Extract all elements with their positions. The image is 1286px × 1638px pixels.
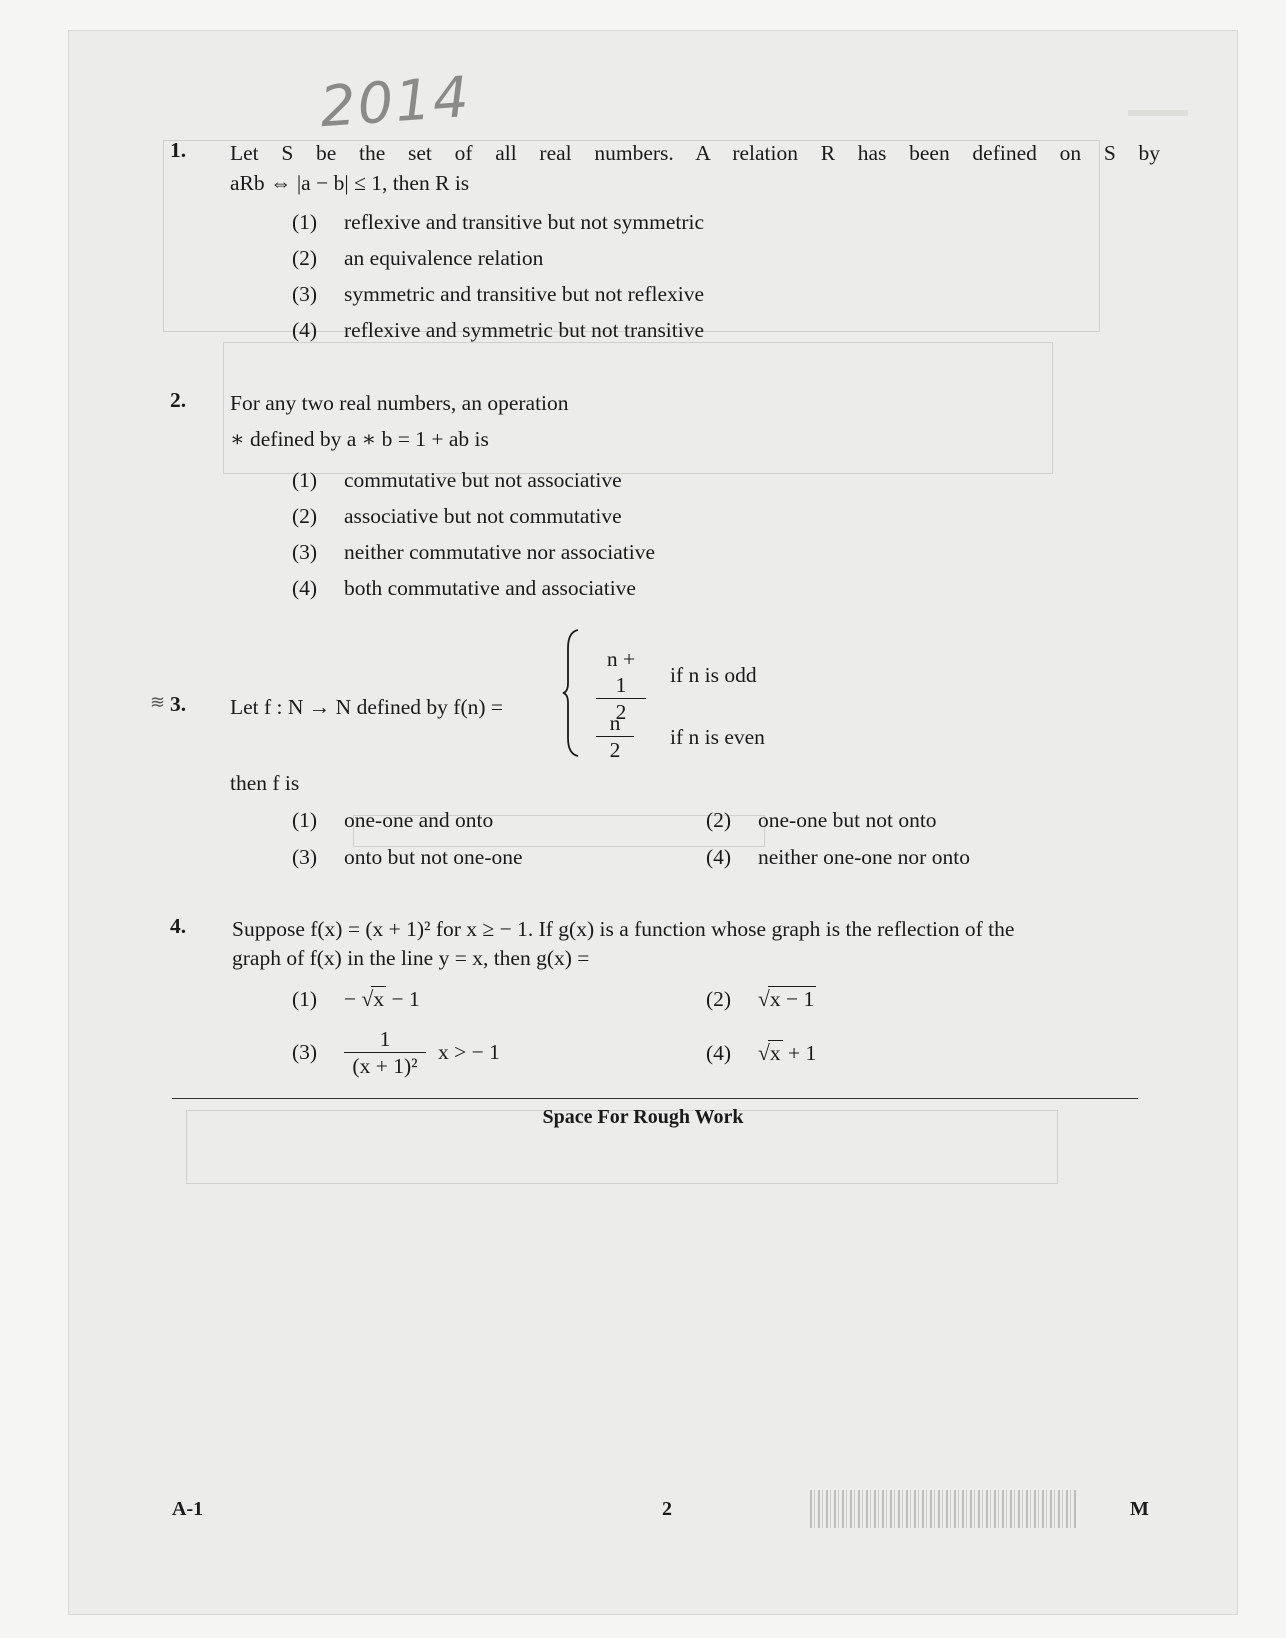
footer-code: A-1	[172, 1498, 204, 1520]
question-3-option-2: (2) one-one but not onto	[706, 808, 937, 832]
question-4-option-2: (2) √x − 1	[706, 987, 815, 1011]
question-1-line-2: aRb ⇔ |a − b| ≤ 1, then R is	[230, 171, 470, 195]
question-2-number: 2.	[170, 388, 187, 412]
question-1-option-3: (3) symmetric and transitive but not reflexive	[292, 282, 705, 306]
case-2-fraction: $\frac{n}{2}$	[596, 710, 634, 763]
question-1-option-2: (2) an equivalence relation	[292, 246, 544, 270]
scan-artifact-icon: ≋	[150, 692, 166, 712]
footer-series: M	[1130, 1498, 1149, 1520]
question-3-stem: Let f : N → N defined by f(n) =	[230, 695, 504, 719]
question-2-line-1: For any two real numbers, an operation	[230, 391, 569, 415]
rough-work-divider	[172, 1098, 1138, 1099]
question-3-option-4: (4) neither one-one nor onto	[706, 845, 970, 869]
question-2-option-4: (4) both commutative and associative	[292, 576, 636, 600]
question-2-line-2: ∗ defined by a ∗ b = 1 + ab is	[230, 427, 489, 451]
case-2-condition: if n is even	[670, 725, 765, 749]
question-4-option-3-condition: x > − 1	[438, 1040, 500, 1064]
question-4-option-4: (4) √x + 1	[706, 1041, 817, 1065]
question-4-option-3-number: (3)	[292, 1040, 318, 1064]
case-1-condition: if n is odd	[670, 663, 757, 687]
question-2-option-3: (3) neither commutative nor associative	[292, 540, 656, 564]
question-3-number: 3.	[170, 692, 187, 716]
question-4-line-1: Suppose f(x) = (x + 1)² for x ≥ − 1. If g(x) is a function whose graph is the reflection of the	[232, 917, 1015, 941]
question-2-option-2: (2) associative but not commutative	[292, 504, 622, 528]
question-1-option-1: (1) reflexive and transitive but not symmetric	[292, 210, 705, 234]
question-1-number: 1.	[170, 138, 187, 162]
question-3-option-1: (1) one-one and onto	[292, 808, 494, 832]
footer-page-number: 2	[662, 1498, 672, 1520]
question-1-line-1: Let S be the set of all real numbers. A relation R has been defined on S by	[230, 141, 1160, 165]
question-4-number: 4.	[170, 914, 187, 938]
question-3-then: then f is	[230, 771, 300, 795]
handwritten-year: 2014	[317, 64, 473, 141]
question-4-option-1: (1) − √x − 1	[292, 987, 420, 1011]
piecewise-brace-icon	[562, 628, 580, 758]
question-2-option-1: (1) commutative but not associative	[292, 468, 622, 492]
bleed-through-barcode	[810, 1490, 1078, 1528]
question-1-option-4: (4) reflexive and symmetric but not transitive	[292, 318, 705, 342]
exam-sheet	[68, 30, 1238, 1615]
question-3-option-3: (3) onto but not one-one	[292, 845, 523, 869]
question-4-line-2: graph of f(x) in the line y = x, then g(x) =	[232, 946, 590, 970]
rough-work-label: Space For Rough Work	[542, 1106, 744, 1128]
case-1-fraction: $\frac{n + 1}{2}$	[596, 646, 646, 725]
bleed-through-mark	[1128, 110, 1188, 116]
question-4-option-3-fraction: $\frac{1}{\text{(x + 1)²}}$	[344, 1026, 426, 1079]
